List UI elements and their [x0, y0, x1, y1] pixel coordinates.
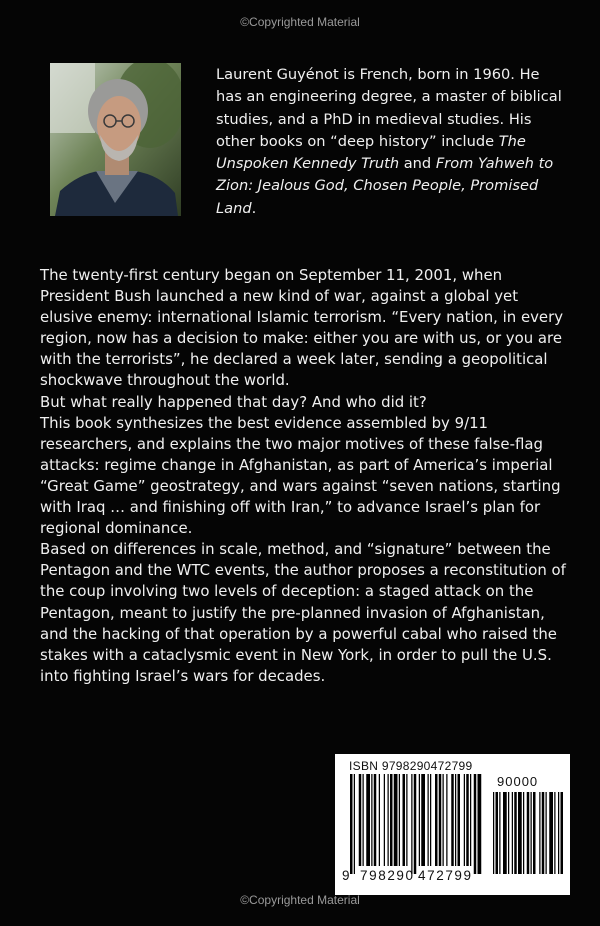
barcode-bar [394, 774, 398, 866]
barcode-bar [435, 774, 438, 866]
barcode-bar [354, 774, 355, 874]
barcode-digit-group-1: 798290 [360, 868, 415, 883]
barcode-bar [403, 774, 406, 866]
barcode-bar [443, 774, 444, 866]
blurb-paragraph-2: But what really happened that day? And who did it? [40, 392, 427, 411]
isbn-label: ISBN 9798290472799 [349, 759, 473, 773]
price-bar [561, 792, 564, 874]
barcode-bar [388, 774, 389, 866]
barcode-bar [399, 774, 400, 866]
barcode-bar [451, 774, 454, 866]
price-bar [493, 792, 494, 874]
price-bar [503, 792, 507, 874]
bio-end: . [251, 199, 257, 217]
price-bar [554, 792, 555, 874]
barcode-bar [384, 774, 385, 866]
price-bar [514, 792, 517, 874]
barcode-bar [406, 774, 407, 866]
barcode-digit-group-2: 472799 [418, 868, 473, 883]
book-blurb [40, 265, 570, 687]
barcode-bar [470, 774, 471, 866]
barcode-bar [366, 774, 370, 866]
bio-lead: Laurent Guyénot is French, born in 1960. He has an engineering degree, a master of biblical studies, and a PhD in medieval studies. His other books on “deep history” include [216, 66, 562, 150]
author-photo [50, 63, 181, 216]
blurb-paragraph-1: The twenty-first century began on September 11, 2001, when President Bush launched a new kind of war, against a global yet elusive enemy: international Islamic terrorism. “Every nation, in every region, now has a decision to make: either you are with us, or you are with the terrorists”, he declared a week later, sending a geopolitical shockwave throughout the world. [40, 266, 564, 390]
price-bar [518, 792, 522, 874]
barcode-bar [458, 774, 461, 866]
barcode-bar [414, 774, 417, 874]
price-code: 90000 [497, 774, 539, 789]
barcode-bar [439, 774, 442, 866]
blurb-paragraph-4: Based on differences in scale, method, and “signature” between the Pentagon and the WTC events, the author proposes a reconstitution of the coup involving two levels of deception: a staged attack on the Pentagon, meant to justify the pre-planned invasion of Afghanistan, and the hacking of that operation by a powerful cabal who raised the stakes with a cataclysmic event in New York, in order to pull the U.S. into fighting Israel’s wars for decades. [40, 540, 566, 685]
barcode-bar [478, 774, 482, 874]
price-bar [499, 792, 500, 874]
barcode-bar [466, 774, 469, 866]
price-bar [531, 792, 532, 874]
bio-joiner: and [399, 155, 436, 173]
barcode-bar [363, 774, 364, 866]
price-bar [496, 792, 499, 874]
price-bar [542, 792, 545, 874]
price-bar [546, 792, 547, 874]
barcode-bar [428, 774, 429, 866]
barcode-bar [371, 774, 372, 866]
barcode-bar [350, 774, 353, 874]
author-bio [216, 64, 566, 220]
isbn-barcode [335, 754, 570, 895]
barcode-bar [419, 774, 420, 866]
barcode-bar [390, 774, 393, 866]
barcode-bar [374, 774, 377, 866]
price-bar [527, 792, 530, 874]
price-bar [523, 792, 524, 874]
price-bar [549, 792, 553, 874]
barcode-bar [446, 774, 447, 866]
bio-book-title-1: The Unspoken Kennedy Truth [216, 132, 526, 173]
barcode-bar [411, 774, 412, 874]
barcode-bar [455, 774, 456, 866]
price-bar [539, 792, 540, 874]
barcode-bar [379, 774, 380, 866]
barcode-bar [474, 774, 477, 874]
barcode-bar [421, 774, 425, 866]
price-bar [512, 792, 513, 874]
barcode-bar [430, 774, 431, 866]
barcode-bar [359, 774, 362, 866]
price-bar [533, 792, 536, 874]
barcode-bar [464, 774, 465, 866]
bio-book-title-2: From Yahweh to Zion: Jealous God, Chosen People, Promised Land [216, 155, 554, 217]
copyright-watermark-top: ©Copyrighted Material [240, 15, 360, 29]
price-bar [558, 792, 559, 874]
price-bar [508, 792, 509, 874]
blurb-paragraph-3: This book synthesizes the best evidence assembled by 9/11 researchers, and explains the two major motives of these false-flag attacks: regime change in Afghanistan, as part of America’s imperial “Great Game” geostrategy, and wars against “seven nations, starting with Iraq … and finishing off with Iran,” to advance Israel’s plan for regional dominance. [40, 413, 561, 538]
barcode-digit-first: 9 [342, 868, 352, 883]
copyright-watermark-bottom: ©Copyrighted Material [240, 893, 360, 907]
